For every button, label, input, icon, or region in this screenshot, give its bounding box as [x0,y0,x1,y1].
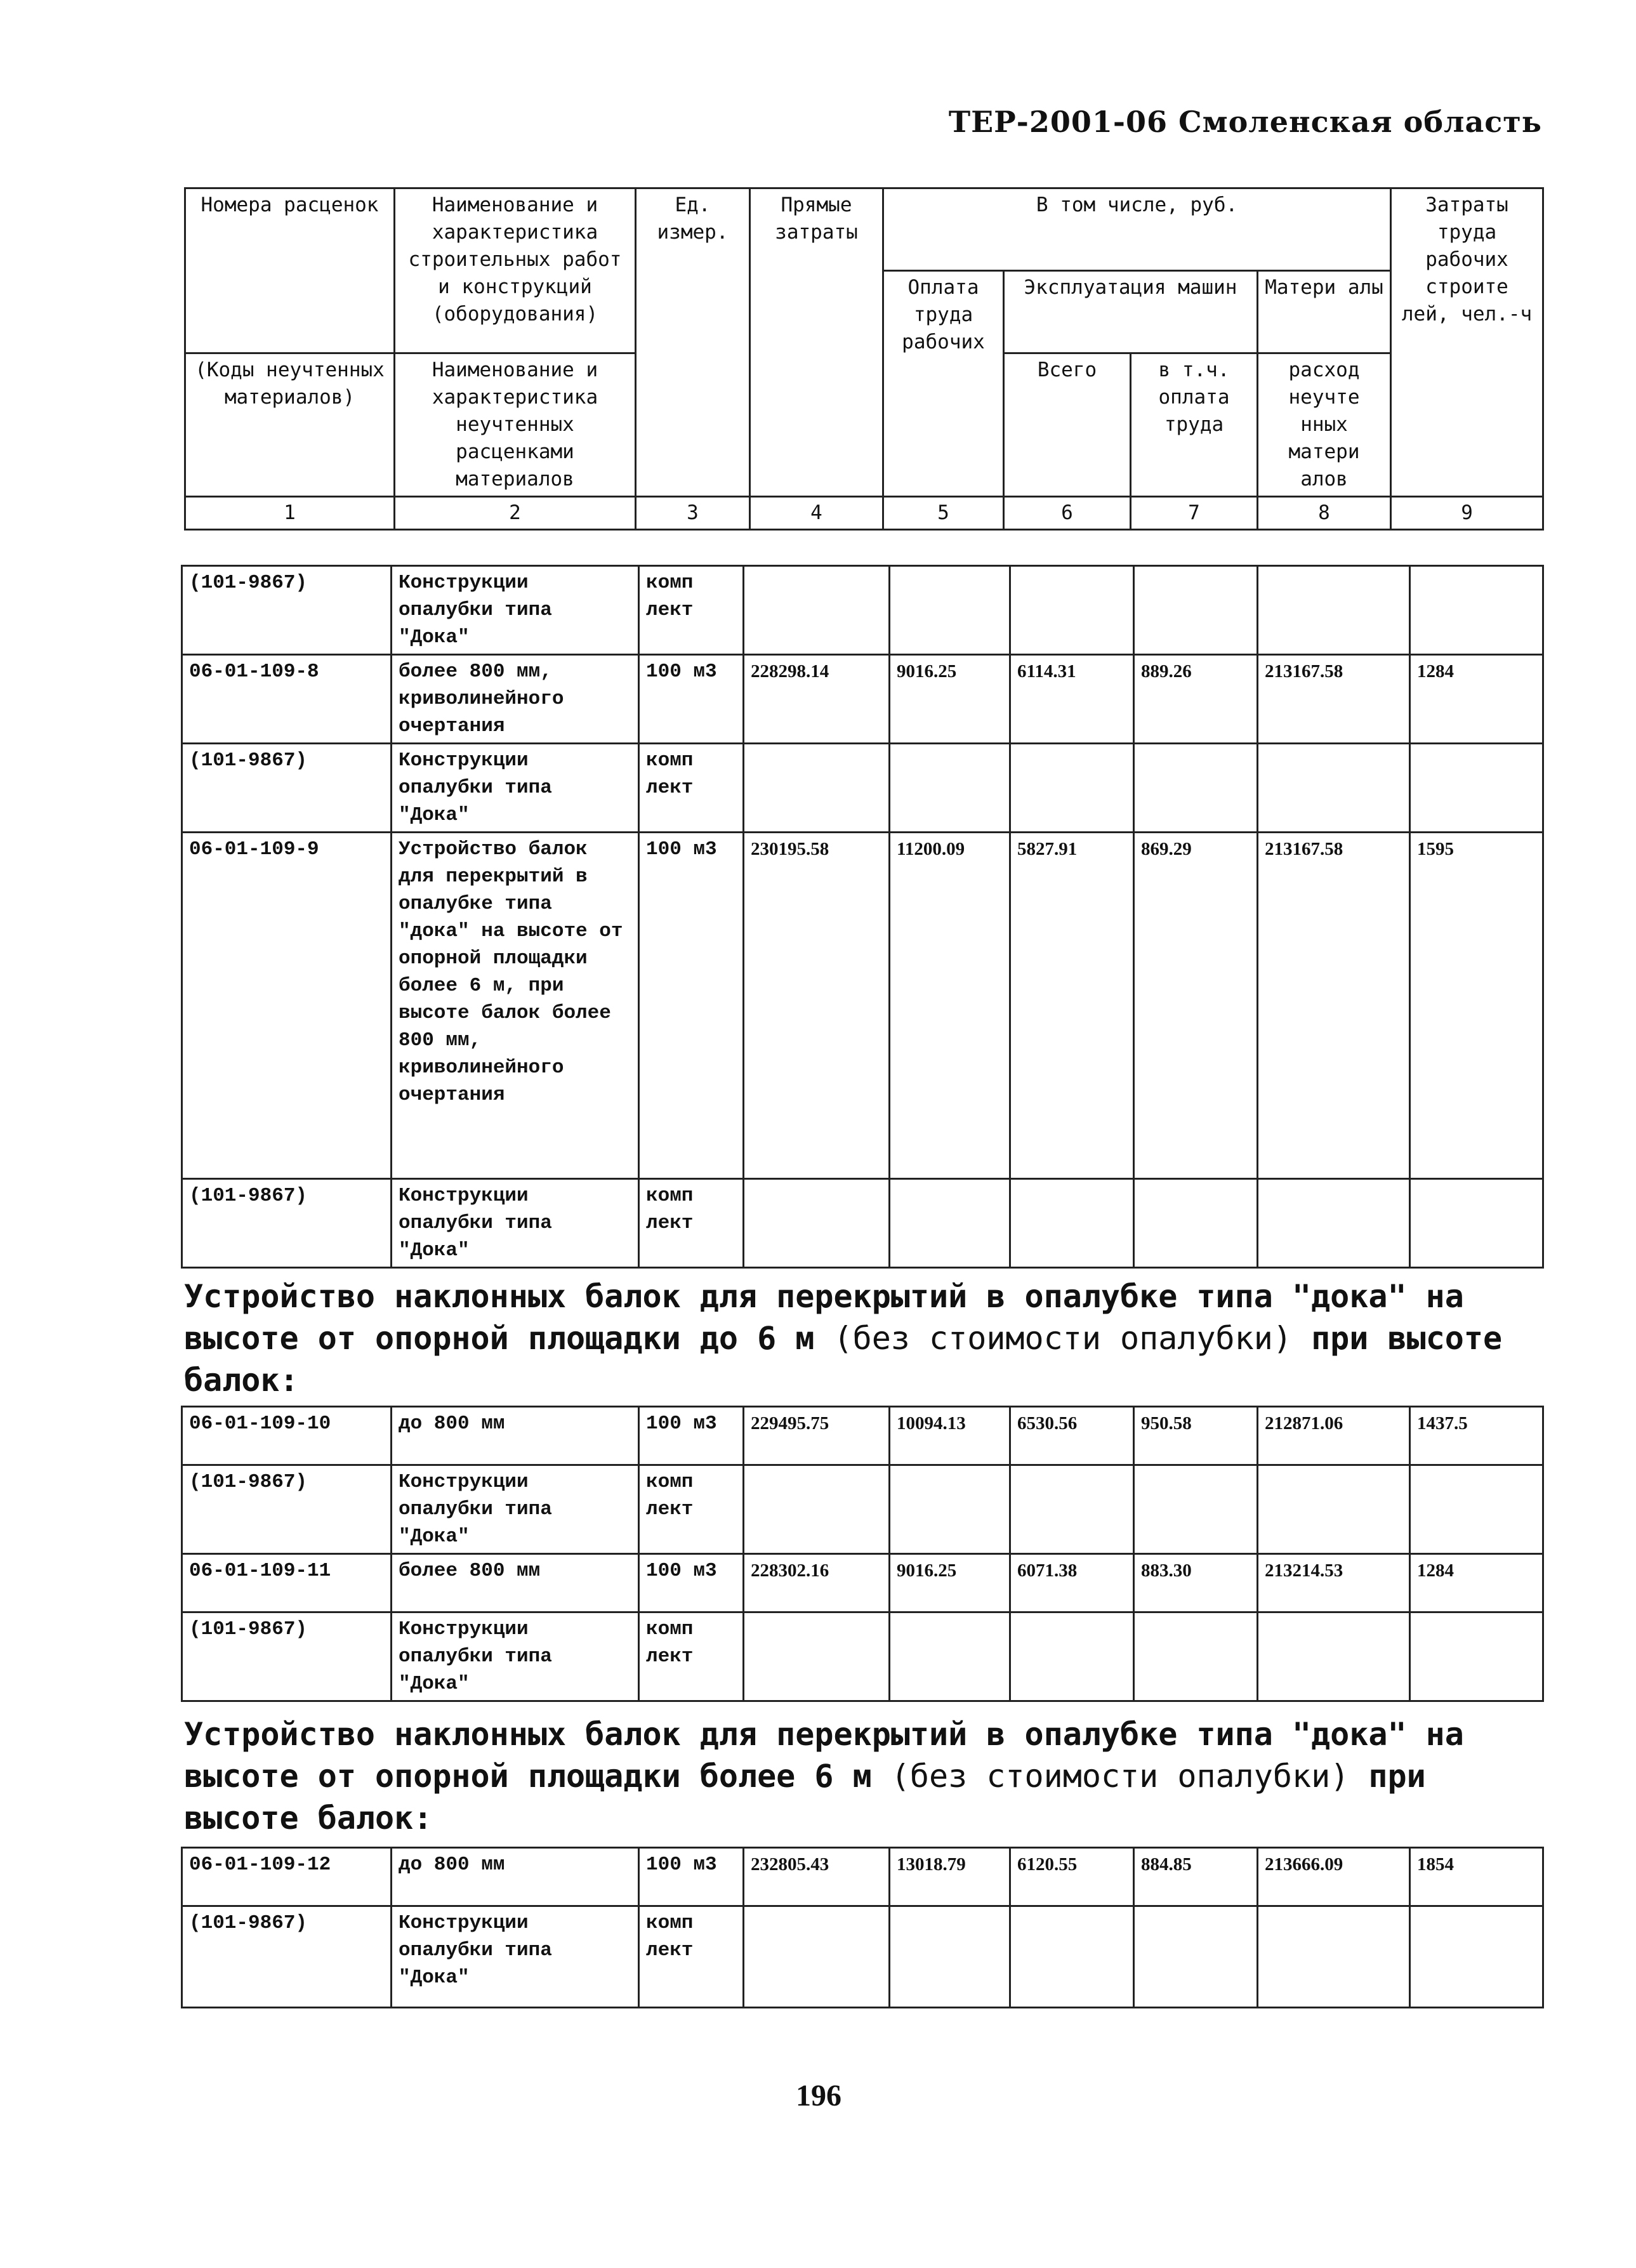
page-number: 196 [796,2079,841,2113]
labor-hours: 1595 [1410,833,1543,1179]
section-heading-text: Устройство наклонных балок для перекрытий в опалубке типа "дока" на высоте от опорной площадки до 6 м [184,1278,1464,1357]
materials: 213666.09 [1258,1848,1410,1906]
machines-total [1010,566,1134,655]
materials: 213167.58 [1258,833,1410,1179]
header-materials: Матери алы [1258,271,1391,353]
labor-hours: 1854 [1410,1848,1543,1906]
machines-total: 6530.56 [1010,1407,1134,1465]
rate-code: (101-9867) [182,744,392,833]
unit: 100 м3 [639,833,744,1179]
section-heading [184,1276,1517,1401]
section-heading-text: Устройство наклонных балок для перекрытий в опалубке типа "дока" на высоте от опорной площадки более 6 м [184,1716,1464,1795]
work-name: Конструкции опалубки типа "Дока" [392,1465,639,1554]
header-unit: Ед. измер. [636,188,750,497]
machines-total [1010,744,1134,833]
section-heading-note: (без стоимости опалубки) [890,1758,1350,1795]
table-row [182,1179,1543,1268]
machines-total [1010,1179,1134,1268]
direct-costs: 230195.58 [744,833,890,1179]
materials [1258,1179,1410,1268]
labor-pay: 11200.09 [890,833,1010,1179]
labor-pay [890,1465,1010,1554]
labor-hours [1410,1465,1543,1554]
rate-code: (101-9867) [182,566,392,655]
column-number: 2 [395,497,636,530]
work-name: до 800 мм [392,1407,639,1465]
unit: 100 м3 [639,1407,744,1465]
machines-total: 6114.31 [1010,655,1134,744]
machines-total: 6071.38 [1010,1554,1134,1612]
labor-pay [890,1179,1010,1268]
machines-total: 6120.55 [1010,1848,1134,1906]
labor-pay: 13018.79 [890,1848,1010,1906]
header-direct-costs: Прямые затраты [750,188,883,497]
machines-labor [1134,1465,1258,1554]
labor-hours: 1284 [1410,655,1543,744]
labor-hours: 1284 [1410,1554,1543,1612]
materials [1258,744,1410,833]
rate-code: 06-01-109-10 [182,1407,392,1465]
work-name: более 800 мм [392,1554,639,1612]
labor-pay: 9016.25 [890,655,1010,744]
column-number: 8 [1258,497,1391,530]
direct-costs [744,1179,890,1268]
labor-pay [890,566,1010,655]
machines-labor: 883.30 [1134,1554,1258,1612]
materials [1258,566,1410,655]
rate-code: 06-01-109-8 [182,655,392,744]
section-heading-tail: при высоте балок: [184,1758,1426,1836]
work-name: Конструкции опалубки типа "Дока" [392,1906,639,2008]
materials [1258,1906,1410,2008]
rates-table-2 [181,1406,1544,1702]
column-number: 3 [636,497,750,530]
direct-costs [744,1906,890,2008]
header-machines: Эксплуатация машин [1004,271,1258,353]
header-material-codes: (Коды неучтенных материалов) [185,353,395,497]
direct-costs: 232805.43 [744,1848,890,1906]
machines-labor: 889.26 [1134,655,1258,744]
materials [1258,1612,1410,1701]
direct-costs [744,1465,890,1554]
rate-code: 06-01-109-9 [182,833,392,1179]
header-unaccounted-materials: расход неучте нных матери алов [1258,353,1391,497]
work-name: более 800 мм, криволинейного очертания [392,655,639,744]
direct-costs [744,566,890,655]
column-number: 1 [185,497,395,530]
section-heading-note: (без стоимости опалубки) [833,1320,1292,1357]
section-heading [184,1713,1517,1839]
direct-costs: 228302.16 [744,1554,890,1612]
materials: 213167.58 [1258,655,1410,744]
labor-hours [1410,1612,1543,1701]
table-row [182,833,1543,1179]
work-name: Конструкции опалубки типа "Дока" [392,1179,639,1268]
labor-pay: 10094.13 [890,1407,1010,1465]
column-number: 5 [883,497,1004,530]
rate-code: (101-9867) [182,1465,392,1554]
machines-total [1010,1906,1134,2008]
table-row [182,655,1543,744]
unit: 100 м3 [639,1554,744,1612]
header-machines-total: Всего [1004,353,1131,497]
rate-code: (101-9867) [182,1612,392,1701]
labor-pay [890,1906,1010,2008]
direct-costs [744,744,890,833]
unit: 100 м3 [639,655,744,744]
direct-costs: 228298.14 [744,655,890,744]
table-row [182,1612,1543,1701]
table-row [182,566,1543,655]
machines-labor [1134,744,1258,833]
column-number: 9 [1391,497,1543,530]
rate-code: 06-01-109-12 [182,1848,392,1906]
rates-table-1 [181,565,1544,1269]
machines-total [1010,1612,1134,1701]
materials: 212871.06 [1258,1407,1410,1465]
direct-costs: 229495.75 [744,1407,890,1465]
machines-total: 5827.91 [1010,833,1134,1179]
table-row [182,1465,1543,1554]
unit: комп лект [639,1465,744,1554]
header-including-group: В том числе, руб. [883,188,1391,271]
rate-code: (101-9867) [182,1179,392,1268]
unit: комп лект [639,566,744,655]
labor-hours [1410,1179,1543,1268]
section-heading-tail: при высоте балок: [184,1320,1503,1399]
unit: 100 м3 [639,1848,744,1906]
unit: комп лект [639,1179,744,1268]
unit: комп лект [639,744,744,833]
work-name: Устройство балок для перекрытий в опалубке типа "дока" на высоте от опорной площадки более 6 м, при высоте балок более 800 мм, криволинейного очертания [392,833,639,1179]
machines-labor [1134,1906,1258,2008]
header-labor-pay: Оплата труда рабочих [883,271,1004,497]
labor-pay: 9016.25 [890,1554,1010,1612]
header-table [184,187,1544,531]
machines-labor [1134,566,1258,655]
table-row [182,744,1543,833]
machines-labor [1134,1179,1258,1268]
column-number: 4 [750,497,883,530]
header-machines-labor: в т.ч. оплата труда [1131,353,1258,497]
labor-hours: 1437.5 [1410,1407,1543,1465]
header-work-name: Наименование и характеристика строительных работ и конструкций (оборудования) [395,188,636,353]
machines-total [1010,1465,1134,1554]
labor-hours [1410,1906,1543,2008]
table-row [182,1848,1543,1906]
work-name: до 800 мм [392,1848,639,1906]
labor-hours [1410,744,1543,833]
table-row [182,1554,1543,1612]
work-name: Конструкции опалубки типа "Дока" [392,566,639,655]
rate-code: (101-9867) [182,1906,392,2008]
header-labor-hours: Затраты труда рабочих строите лей, чел.-ч [1391,188,1543,497]
materials [1258,1465,1410,1554]
rates-table-3 [181,1847,1544,2008]
machines-labor: 884.85 [1134,1848,1258,1906]
work-name: Конструкции опалубки типа "Дока" [392,1612,639,1701]
machines-labor: 950.58 [1134,1407,1258,1465]
table-row [182,1407,1543,1465]
rate-code: 06-01-109-11 [182,1554,392,1612]
work-name: Конструкции опалубки типа "Дока" [392,744,639,833]
unit: комп лект [639,1906,744,2008]
labor-hours [1410,566,1543,655]
table-row [182,1906,1543,2008]
page-title: ТЕР-2001-06 Смоленская область [948,105,1542,139]
header-rate-numbers: Номера расценок [185,188,395,353]
column-number: 7 [1131,497,1258,530]
header-material-names: Наименование и характеристика неучтенных расценками материалов [395,353,636,497]
machines-labor: 869.29 [1134,833,1258,1179]
direct-costs [744,1612,890,1701]
machines-labor [1134,1612,1258,1701]
labor-pay [890,744,1010,833]
column-number: 6 [1004,497,1131,530]
materials: 213214.53 [1258,1554,1410,1612]
unit: комп лект [639,1612,744,1701]
labor-pay [890,1612,1010,1701]
